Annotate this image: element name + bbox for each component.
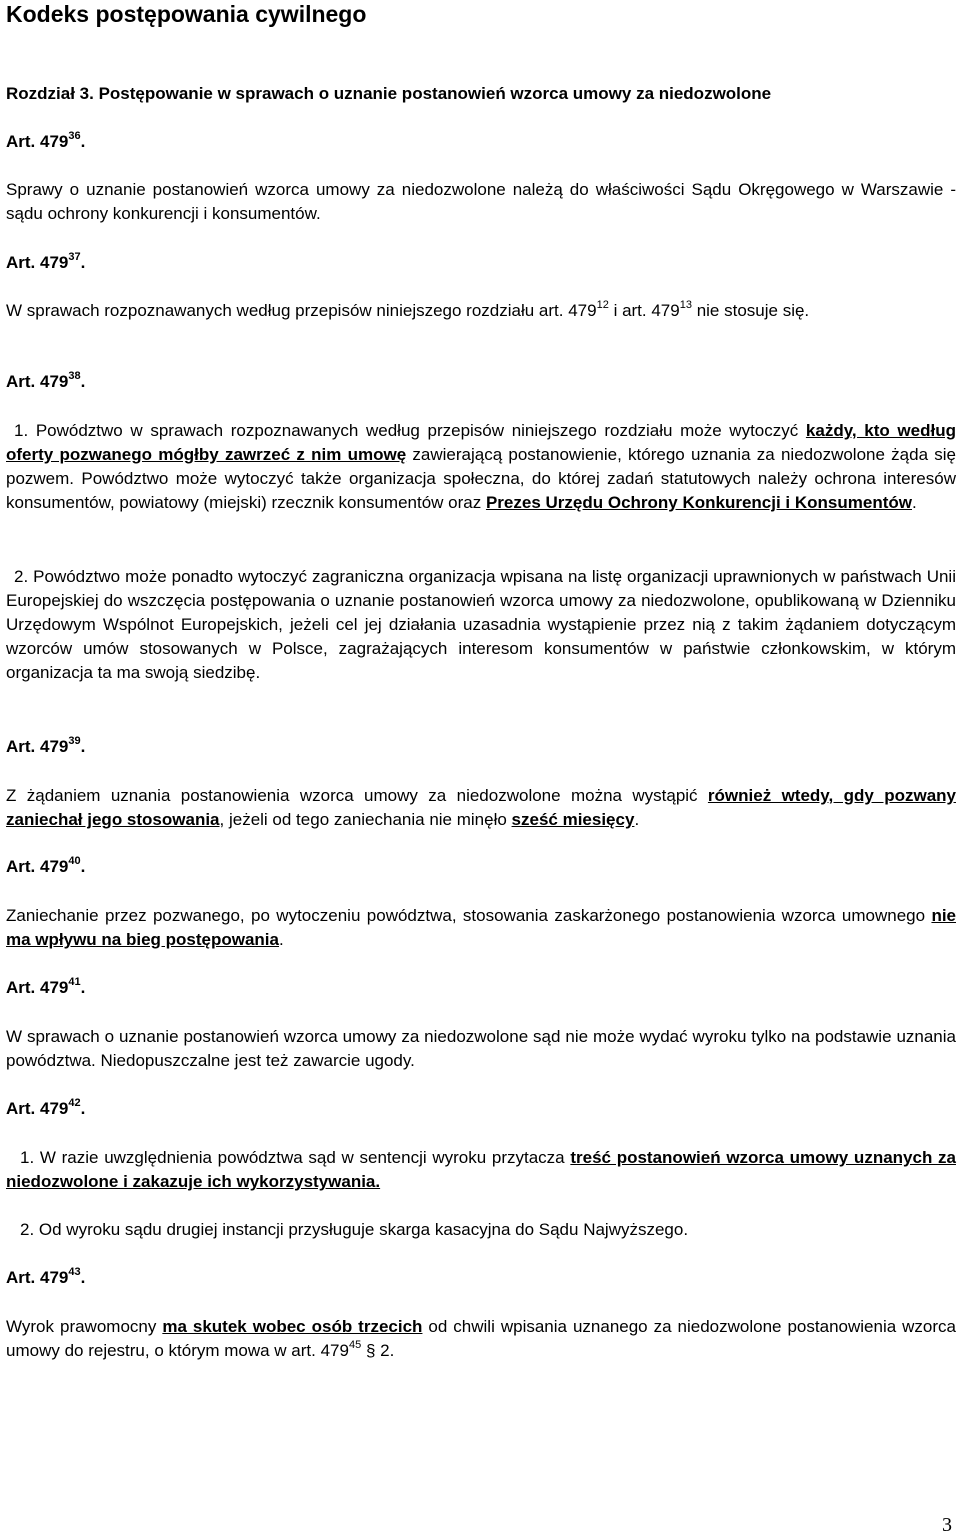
article-text-39: Z żądaniem uznania postanowienia wzorca umowy za niedozwolone można wystąpić również wtedy, gdy pozwany zaniechał jego stosowania, jeżeli od tego zaniechania nie minęło sześć miesięcy. <box>6 786 956 829</box>
article-heading-40: Art. $479^{40}$. <box>6 855 86 876</box>
article-text-42-paragraph-2: 2. Od wyroku sądu drugiej instancji przysługuje skarga kasacyjna do Sądu Najwyższego. <box>20 1220 689 1239</box>
article-heading-36: Art. $479^{36}$. <box>6 130 86 151</box>
article-text-40: Zaniechanie przez pozwanego, po wytoczeniu powództwa, stosowania zaskarżonego postanowienia wzorca umownego nie ma wpływu na bieg postępowania. <box>6 906 956 949</box>
article-text-41: W sprawach o uznanie postanowień wzorca umowy za niedozwolone sąd nie może wydać wyroku tylko na podstawie uznania powództwa. Niedopuszczalne jest też zawarcie ugody. <box>6 1027 956 1070</box>
article-heading-43: Art. $479^{43}$. <box>6 1266 86 1287</box>
article-text-43: Wyrok prawomocny ma skutek wobec osób trzecich od chwili wpisania uznanego za niedozwolone postanowienia wzorca umowy do rejestru, o którym mowa w art. $479^{45}$ § 2. <box>6 1317 956 1360</box>
article-text-38-paragraph-1: 1. Powództwo w sprawach rozpoznawanych według przepisów niniejszego rozdziału może wytoczyć każdy, kto według oferty pozwanego mógłby zawrzeć z nim umowę zawierającą postanowienie, którego uznania za niedozwolone żąda się pozwem. Powództwo może wytoczyć także organizacja społeczna, do której zadań statutowych należy ochrona interesów konsumentów, powiatowy (miejski) rzecznik konsumentów oraz Prezes Urzędu Ochrony Konkurencji i Konsumentów. <box>6 421 957 512</box>
article-heading-42: Art. $479^{42}$. <box>6 1097 86 1118</box>
article-heading-39: Art. $479^{39}$. <box>6 735 86 756</box>
document-title: Kodeks postępowania cywilnego <box>6 1 367 27</box>
article-text-36: Sprawy o uznanie postanowień wzorca umowy za niedozwolone należą do właściwości Sądu Okręgowego w Warszawie - sądu ochrony konkurencji i konsumentów. <box>6 180 956 223</box>
article-heading-37: Art. $479^{37}$. <box>6 251 86 272</box>
page-number: 3 <box>942 1514 952 1536</box>
article-text-38-paragraph-2: 2. Powództwo może ponadto wytoczyć zagraniczna organizacja wpisana na listę organizacji uprawnionych w państwach Unii Europejskiej do wszczęcia postępowania o uznanie postanowień wzorca umowy za niedozwolone, opublikowaną w Dzienniku Urzędowym Wspólnot Europejskich, jeżeli cel jej działania uzasadnia wystąpienie przez nią z takim żądaniem dotyczącym wzorców umów stosowanych w Polsce, zagrażających interesom konsumentów w państwie członkowskim, w którym organizacja ta ma swoją siedzibę. <box>6 567 956 682</box>
article-heading-38: Art. $479^{38}$. <box>6 370 86 391</box>
article-text-37: W sprawach rozpoznawanych według przepisów niniejszego rozdziału art. $479^{12}$ i art. $479^{13}$ nie stosuje się. <box>6 299 810 320</box>
article-text-42-paragraph-1: 1. W razie uwzględnienia powództwa sąd w sentencji wyroku przytacza treść postanowień wzorca umowy uznanych za niedozwolone i zakazuje ich wykorzystywania. <box>6 1148 956 1191</box>
chapter-heading: Rozdział 3. Postępowanie w sprawach o uznanie postanowień wzorca umowy za niedozwolone <box>6 84 772 103</box>
article-heading-41: Art. $479^{41}$. <box>6 976 86 997</box>
